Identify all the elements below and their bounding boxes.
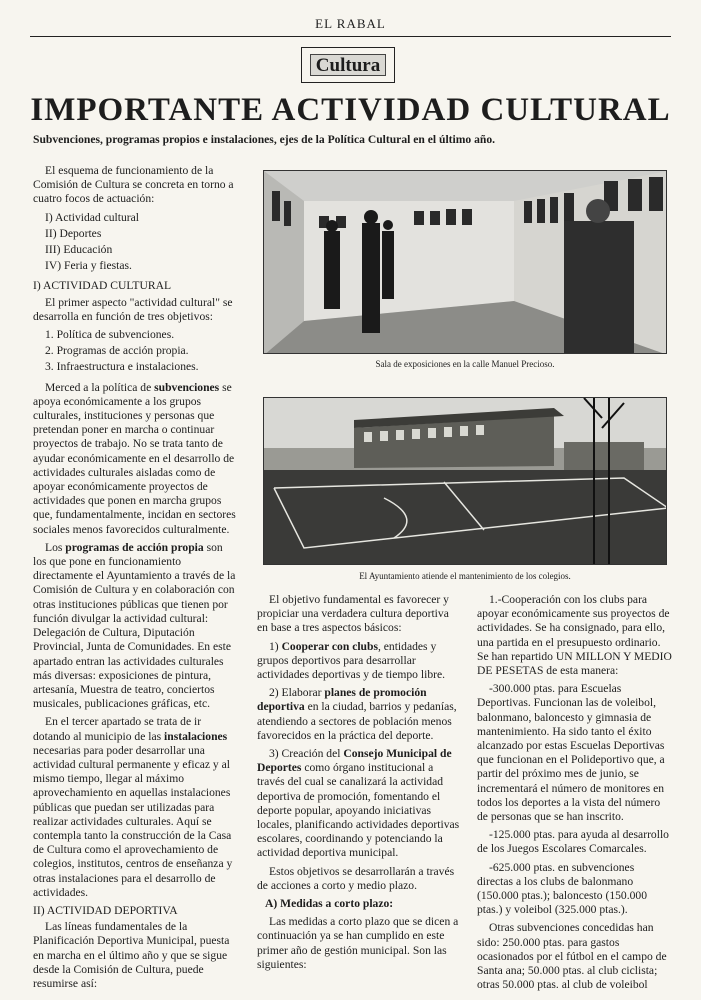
objective-item: 1. Política de subvenciones. bbox=[45, 328, 175, 342]
paragraph-instalaciones: En el tercer apartado se trata de ir dotando al municipio de las instalaciones necesarias para poder desarrollar una actividad cultural permanente y eficaz y al mismo tiempo, llegar al máximo aprovechamiento en aquellas instalaciones públicas que puedan ser utilizadas para realizar actividades culturales. Aquí se contempla tanto la construcción de la Casa de Cultura como el aprovechamiento de colegios, institutos, centros de enseñanza y otras instalaciones para el desarrollo de actividades. bbox=[33, 715, 233, 899]
paragraph-programas: Los programas de acción propia son los que pone en funcionamiento directamente el Ayuntamiento a través de la Comisión de Cultura y en colaboración con otras instituciones públicas que tienen por función divulgar la actividad cultural: Delegación de Cultura, Diputación Provincial, Junta de Comunidades. En este apartado entran las actividades culturales más diversas: exposiciones de pintura, artesanía, Muestra de teatro, conciertos musicales, publicaciones gráficas, etc. bbox=[33, 540, 236, 711]
intro-paragraph: El esquema de funcionamiento de la Comisión de Cultura se concreta en torno a cuatro focos de actuación: bbox=[33, 164, 234, 206]
exhibition-hall-image bbox=[264, 171, 667, 354]
paragraph: -625.000 ptas. en subvenciones directas a los clubs de balonmano (150.000 ptas.); baloncesto (150.000 ptas.) y voleibol (325.000 ptas.). bbox=[477, 860, 648, 917]
exhibition-hall-photo bbox=[263, 170, 667, 354]
section-label-box bbox=[301, 47, 395, 83]
section-heading-deportiva: II) ACTIVIDAD DEPORTIVA bbox=[33, 903, 178, 917]
running-head: EL RABAL bbox=[315, 16, 386, 31]
photo-caption-1: Sala de exposiciones en la calle Manuel Precioso. bbox=[375, 359, 555, 369]
left-column bbox=[33, 164, 238, 995]
focus-item: I) Actividad cultural bbox=[45, 210, 140, 224]
objective-item: 3. Infraestructura e instalaciones. bbox=[45, 360, 199, 374]
aspect-1: 1) Cooperar con clubs, entidades y grupos deportivos para desarrollar actividades deportivas y de tiempo libre. bbox=[257, 639, 446, 682]
section-heading-cultural: I) ACTIVIDAD CULTURAL bbox=[33, 279, 172, 293]
paragraph-subvenciones: Merced a la política de subvenciones se apoya económicamente a los grupos culturales, instituciones y personas que pretendan poner en marcha o continuar proyectos de trabajo. No se trata tanto de ayudar económicamente en el desarrollo de actividades culturales aisladas como de apoyar económicamente proyectos de actividades que ponen en marcha grupos que, fundamentalmente, incidan en sectores sociales menos favorecidos culturalmente. bbox=[33, 380, 236, 536]
focus-item: IV) Feria y fiestas. bbox=[45, 259, 132, 273]
aspect-3: 3) Creación del Consejo Municipal de Deportes como órgano institucional a través del cual se canalizará la actividad deportiva de promoción, fomentando el deporte popular, apoyando iniciativas locales, planificando actividades deportivas escolares, coordinando y potenciando la actividad deportiva municipal. bbox=[257, 747, 460, 860]
right-column bbox=[477, 593, 672, 996]
paragraph: Las líneas fundamentales de la Planificación Deportiva Municipal, puesta en marcha en el último año y que se sigue desde la Comisión de Cultura, puede resumirse así: bbox=[33, 920, 230, 990]
paragraph: El primer aspecto "actividad cultural" se desarrolla en función de tres objetivos: bbox=[33, 295, 233, 323]
paragraph: -300.000 ptas. para Escuelas Deportivas. Funcionan las de voleibol, balonmano, baloncesto y gimnasia de mantenimiento. Ha sido tanto el éxito alcanzado por estas Escuelas Deportivas que funcionan en el Polideportivo que, a partir del próximo mes de junio, se incrementará el número de monitores en todos los deportes a la vista del número de personas que se han inscrito. bbox=[477, 682, 665, 824]
aspect-2: 2) Elaborar planes de promoción deportiva en la ciudad, barrios y pedanías, atendiendo a sectores de población menos favorecidos en la práctica del deporte. bbox=[257, 686, 457, 742]
article-subtitle: Subvenciones, programas propios e instalaciones, ejes de la Política Cultural en el último año. bbox=[33, 133, 496, 146]
paragraph: Estos objetivos se desarrollarán a través de acciones a corto y medio plazo. bbox=[257, 864, 455, 892]
paragraph: -125.000 ptas. para ayuda al desarrollo de los Juegos Escolares Comarcales. bbox=[477, 828, 669, 856]
paragraph: Otras subvenciones concedidas han sido: 250.000 ptas. para gastos ocasionados por el fútbol en el campo de Santa ana; 50.000 ptas. al club ciclista; otras 50.000 ptas. al club de voleibol bbox=[477, 921, 667, 992]
subheading-short-term: A) Medidas a corto plazo: bbox=[265, 897, 394, 911]
middle-column bbox=[257, 593, 460, 976]
article-title: IMPORTANTE ACTIVIDAD CULTURAL bbox=[30, 92, 671, 128]
paragraph: Las medidas a corto plazo que se dicen a continuación ya se han cumplido en este primer año de gestión municipal. Son las siguientes: bbox=[257, 915, 459, 971]
school-court-image bbox=[264, 398, 667, 565]
paragraph: 1.-Cooperación con los clubs para apoyar económicamente sus proyectos de actividades. Se ha consignado, para ello, una partida en el presupuesto ordinario. Se han repartido UN MILLON Y MEDIO DE PESETAS de esta manera: bbox=[477, 593, 672, 678]
objective-item: 2. Programas de acción propia. bbox=[45, 344, 189, 358]
section-label: Cultura bbox=[310, 54, 386, 76]
header-rule bbox=[30, 36, 671, 37]
photo-caption-2: El Ayuntamiento atiende el mantenimiento de los colegios. bbox=[359, 571, 571, 581]
focus-item: III) Educación bbox=[45, 243, 113, 257]
focus-item: II) Deportes bbox=[45, 226, 102, 240]
school-court-photo bbox=[263, 397, 667, 565]
paragraph: El objetivo fundamental es favorecer y propiciar una verdadera cultura deportiva en base a tres aspectos básicos: bbox=[257, 593, 449, 635]
